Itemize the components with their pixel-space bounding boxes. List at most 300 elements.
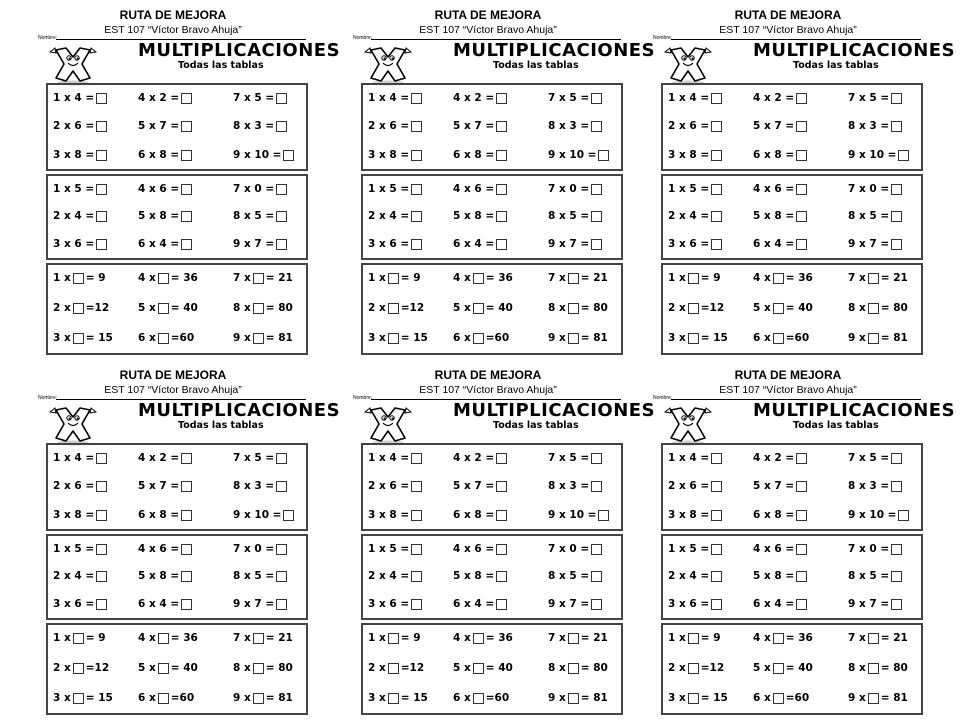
exercise-section-3 bbox=[661, 623, 923, 715]
answer-box[interactable] bbox=[473, 633, 484, 644]
equation-left: 7 x 0 = bbox=[233, 543, 275, 555]
equation-left: 8 x bbox=[548, 662, 566, 674]
answer-box[interactable] bbox=[253, 663, 264, 674]
equation bbox=[138, 182, 194, 196]
answer-box[interactable] bbox=[411, 544, 422, 555]
answer-box[interactable] bbox=[96, 510, 107, 521]
equation bbox=[753, 182, 809, 196]
equation bbox=[53, 209, 109, 223]
equation bbox=[848, 182, 904, 196]
answer-box[interactable] bbox=[568, 663, 579, 674]
answer-box[interactable] bbox=[253, 693, 264, 704]
equation bbox=[368, 569, 424, 583]
answer-box[interactable] bbox=[796, 211, 807, 222]
equation bbox=[368, 301, 424, 315]
answer-box[interactable] bbox=[711, 93, 722, 104]
header-title: RUTA DE MEJORA bbox=[119, 8, 227, 22]
answer-box[interactable] bbox=[891, 544, 902, 555]
answer-box[interactable] bbox=[796, 599, 807, 610]
answer-box[interactable] bbox=[181, 544, 192, 555]
answer-box[interactable] bbox=[891, 453, 902, 464]
equation-left: 2 x 4 = bbox=[53, 570, 95, 582]
answer-box[interactable] bbox=[868, 633, 879, 644]
answer-box[interactable] bbox=[773, 693, 784, 704]
answer-box[interactable] bbox=[181, 93, 192, 104]
answer-box[interactable] bbox=[773, 333, 784, 344]
answer-box[interactable] bbox=[253, 303, 264, 314]
equation bbox=[368, 479, 424, 493]
answer-box[interactable] bbox=[898, 510, 909, 521]
answer-box[interactable] bbox=[276, 481, 287, 492]
equation-left: 1 x bbox=[53, 632, 71, 644]
answer-box[interactable] bbox=[688, 273, 699, 284]
answer-box[interactable] bbox=[868, 273, 879, 284]
equation bbox=[668, 271, 721, 285]
answer-box[interactable] bbox=[891, 211, 902, 222]
answer-box[interactable] bbox=[96, 453, 107, 464]
equation bbox=[753, 479, 809, 493]
answer-box[interactable] bbox=[73, 333, 84, 344]
answer-box[interactable] bbox=[891, 599, 902, 610]
equation-left: 3 x bbox=[368, 692, 386, 704]
equation-right: = 15 bbox=[400, 332, 428, 344]
equation bbox=[548, 691, 608, 705]
equation bbox=[53, 691, 113, 705]
answer-box[interactable] bbox=[796, 510, 807, 521]
answer-box[interactable] bbox=[711, 510, 722, 521]
equation-left: 9 x 10 = bbox=[548, 509, 597, 521]
equation bbox=[138, 331, 194, 345]
equation bbox=[848, 569, 904, 583]
answer-box[interactable] bbox=[591, 239, 602, 250]
equation-left: 2 x bbox=[368, 662, 386, 674]
equation-left: 2 x 4 = bbox=[668, 570, 710, 582]
answer-box[interactable] bbox=[496, 93, 507, 104]
answer-box[interactable] bbox=[96, 93, 107, 104]
equation-right: = 15 bbox=[700, 332, 728, 344]
exercise-section-2 bbox=[361, 534, 623, 620]
answer-box[interactable] bbox=[688, 303, 699, 314]
answer-box[interactable] bbox=[496, 211, 507, 222]
answer-box[interactable] bbox=[796, 150, 807, 161]
exercise-section-2 bbox=[661, 534, 923, 620]
answer-box[interactable] bbox=[411, 599, 422, 610]
answer-box[interactable] bbox=[591, 481, 602, 492]
answer-box[interactable] bbox=[796, 571, 807, 582]
worksheet-title: MULTIPLICACIONES bbox=[453, 40, 656, 61]
answer-box[interactable] bbox=[568, 273, 579, 284]
equation bbox=[753, 271, 813, 285]
answer-box[interactable] bbox=[591, 184, 602, 195]
equation-left: 6 x 8 = bbox=[138, 149, 180, 161]
equation-left: 2 x bbox=[668, 302, 686, 314]
answer-box[interactable] bbox=[473, 303, 484, 314]
answer-box[interactable] bbox=[473, 273, 484, 284]
equation bbox=[138, 569, 194, 583]
equation-left: 1 x 5 = bbox=[368, 183, 410, 195]
answer-box[interactable] bbox=[868, 303, 879, 314]
answer-box[interactable] bbox=[796, 544, 807, 555]
equation-left: 2 x 4 = bbox=[368, 210, 410, 222]
answer-box[interactable] bbox=[773, 663, 784, 674]
equation bbox=[233, 508, 296, 522]
answer-box[interactable] bbox=[181, 239, 192, 250]
answer-box[interactable] bbox=[388, 273, 399, 284]
answer-box[interactable] bbox=[388, 663, 399, 674]
answer-box[interactable] bbox=[411, 121, 422, 132]
equation bbox=[848, 479, 904, 493]
equation bbox=[548, 237, 604, 251]
answer-box[interactable] bbox=[276, 211, 287, 222]
answer-box[interactable] bbox=[773, 633, 784, 644]
answer-box[interactable] bbox=[73, 693, 84, 704]
equation-left: 9 x 7 = bbox=[548, 598, 590, 610]
answer-box[interactable] bbox=[796, 453, 807, 464]
answer-box[interactable] bbox=[796, 239, 807, 250]
answer-box[interactable] bbox=[276, 599, 287, 610]
answer-box[interactable] bbox=[591, 453, 602, 464]
answer-box[interactable] bbox=[796, 93, 807, 104]
equation bbox=[548, 631, 608, 645]
answer-box[interactable] bbox=[96, 481, 107, 492]
answer-box[interactable] bbox=[473, 663, 484, 674]
equation bbox=[368, 148, 424, 162]
header-title: RUTA DE MEJORA bbox=[734, 368, 842, 382]
equation-left: 9 x 10 = bbox=[233, 149, 282, 161]
equation-right: = 21 bbox=[880, 272, 908, 284]
answer-box[interactable] bbox=[283, 150, 294, 161]
equation-left: 9 x 7 = bbox=[548, 238, 590, 250]
equation bbox=[233, 119, 289, 133]
answer-box[interactable] bbox=[591, 211, 602, 222]
equation-left: 3 x 6 = bbox=[53, 598, 95, 610]
answer-box[interactable] bbox=[598, 510, 609, 521]
answer-box[interactable] bbox=[96, 184, 107, 195]
answer-box[interactable] bbox=[411, 510, 422, 521]
answer-box[interactable] bbox=[496, 481, 507, 492]
answer-box[interactable] bbox=[891, 481, 902, 492]
equation-right: = 81 bbox=[265, 692, 293, 704]
equation-left: 1 x 4 = bbox=[53, 92, 95, 104]
answer-box[interactable] bbox=[496, 599, 507, 610]
exercise-section-3 bbox=[361, 623, 623, 715]
answer-box[interactable] bbox=[891, 93, 902, 104]
answer-box[interactable] bbox=[276, 239, 287, 250]
answer-box[interactable] bbox=[591, 599, 602, 610]
equation-left: 2 x bbox=[53, 662, 71, 674]
answer-box[interactable] bbox=[496, 510, 507, 521]
answer-box[interactable] bbox=[868, 693, 879, 704]
equation bbox=[453, 542, 509, 556]
answer-box[interactable] bbox=[96, 239, 107, 250]
answer-box[interactable] bbox=[496, 184, 507, 195]
equation-left: 8 x bbox=[848, 302, 866, 314]
answer-box[interactable] bbox=[253, 273, 264, 284]
equation-left: 6 x 4 = bbox=[753, 598, 795, 610]
answer-box[interactable] bbox=[96, 121, 107, 132]
equation-left: 4 x 6 = bbox=[753, 543, 795, 555]
answer-box[interactable] bbox=[73, 663, 84, 674]
equation-right: = 21 bbox=[265, 272, 293, 284]
answer-box[interactable] bbox=[253, 633, 264, 644]
worksheet-title: MULTIPLICACIONES bbox=[753, 40, 956, 61]
equation bbox=[233, 569, 289, 583]
equation bbox=[453, 182, 509, 196]
answer-box[interactable] bbox=[496, 150, 507, 161]
equation-left: 5 x 8 = bbox=[453, 570, 495, 582]
exercise-section-1 bbox=[46, 83, 308, 171]
equation bbox=[53, 271, 106, 285]
answer-box[interactable] bbox=[898, 150, 909, 161]
answer-box[interactable] bbox=[411, 93, 422, 104]
answer-box[interactable] bbox=[496, 121, 507, 132]
equation-left: 3 x 8 = bbox=[53, 149, 95, 161]
equation-left: 6 x 8 = bbox=[453, 509, 495, 521]
answer-box[interactable] bbox=[591, 571, 602, 582]
answer-box[interactable] bbox=[496, 453, 507, 464]
answer-box[interactable] bbox=[276, 571, 287, 582]
equation bbox=[668, 451, 724, 465]
equation bbox=[753, 148, 809, 162]
equation-left: 5 x bbox=[453, 302, 471, 314]
answer-box[interactable] bbox=[891, 239, 902, 250]
equation bbox=[453, 661, 513, 675]
answer-box[interactable] bbox=[158, 333, 169, 344]
answer-box[interactable] bbox=[591, 93, 602, 104]
answer-box[interactable] bbox=[591, 121, 602, 132]
equation bbox=[453, 331, 509, 345]
answer-box[interactable] bbox=[891, 121, 902, 132]
equation-left: 8 x bbox=[548, 302, 566, 314]
mascot-multiplication-sign-icon bbox=[661, 44, 715, 86]
answer-box[interactable] bbox=[411, 184, 422, 195]
equation-left: 8 x 3 = bbox=[848, 480, 890, 492]
answer-box[interactable] bbox=[796, 184, 807, 195]
answer-box[interactable] bbox=[96, 544, 107, 555]
answer-box[interactable] bbox=[181, 150, 192, 161]
equation-left: 6 x bbox=[753, 692, 771, 704]
equation-left: 7 x 0 = bbox=[848, 543, 890, 555]
equation-right: = 15 bbox=[400, 692, 428, 704]
answer-box[interactable] bbox=[158, 693, 169, 704]
answer-box[interactable] bbox=[411, 481, 422, 492]
answer-box[interactable] bbox=[73, 303, 84, 314]
header-title: RUTA DE MEJORA bbox=[119, 368, 227, 382]
equation-left: 4 x 6 = bbox=[453, 543, 495, 555]
answer-box[interactable] bbox=[181, 211, 192, 222]
header-subtitle: EST 107 “Víctor Bravo Ahuja” bbox=[104, 24, 242, 36]
equation-left: 8 x 5 = bbox=[233, 210, 275, 222]
answer-box[interactable] bbox=[711, 150, 722, 161]
exercise-section-2 bbox=[46, 534, 308, 620]
equation bbox=[453, 301, 513, 315]
equation bbox=[453, 479, 509, 493]
mascot-multiplication-sign-icon bbox=[361, 44, 415, 86]
answer-box[interactable] bbox=[473, 333, 484, 344]
answer-box[interactable] bbox=[181, 481, 192, 492]
answer-box[interactable] bbox=[568, 693, 579, 704]
answer-box[interactable] bbox=[688, 633, 699, 644]
answer-box[interactable] bbox=[158, 303, 169, 314]
equation-left: 8 x 5 = bbox=[233, 570, 275, 582]
answer-box[interactable] bbox=[411, 211, 422, 222]
answer-box[interactable] bbox=[496, 571, 507, 582]
answer-box[interactable] bbox=[181, 121, 192, 132]
answer-box[interactable] bbox=[773, 303, 784, 314]
equation-right: = 80 bbox=[880, 302, 908, 314]
equation-left: 7 x 0 = bbox=[548, 543, 590, 555]
answer-box[interactable] bbox=[388, 693, 399, 704]
answer-box[interactable] bbox=[711, 481, 722, 492]
equation bbox=[848, 631, 908, 645]
equation-left: 8 x 5 = bbox=[848, 210, 890, 222]
worksheet-copy-5 bbox=[353, 360, 656, 715]
answer-box[interactable] bbox=[181, 184, 192, 195]
answer-box[interactable] bbox=[276, 453, 287, 464]
answer-box[interactable] bbox=[688, 663, 699, 674]
equation bbox=[138, 631, 198, 645]
equation-left: 2 x 6 = bbox=[668, 480, 710, 492]
equation bbox=[453, 119, 509, 133]
equation-left: 4 x bbox=[753, 272, 771, 284]
equation bbox=[368, 182, 424, 196]
equation-left: 3 x 6 = bbox=[368, 598, 410, 610]
answer-box[interactable] bbox=[711, 571, 722, 582]
answer-box[interactable] bbox=[496, 544, 507, 555]
exercise-section-2 bbox=[46, 174, 308, 260]
equation-left: 2 x 6 = bbox=[368, 480, 410, 492]
answer-box[interactable] bbox=[688, 693, 699, 704]
equation-left: 7 x bbox=[548, 272, 566, 284]
equation bbox=[368, 691, 428, 705]
answer-box[interactable] bbox=[796, 121, 807, 132]
answer-box[interactable] bbox=[568, 303, 579, 314]
equation bbox=[548, 597, 604, 611]
answer-box[interactable] bbox=[891, 184, 902, 195]
answer-box[interactable] bbox=[711, 544, 722, 555]
equation bbox=[548, 661, 608, 675]
equation-left: 8 x 5 = bbox=[548, 210, 590, 222]
answer-box[interactable] bbox=[796, 481, 807, 492]
equation bbox=[548, 569, 604, 583]
equation-left: 3 x 8 = bbox=[668, 149, 710, 161]
equation-right: = 40 bbox=[170, 662, 198, 674]
equation-left: 5 x 8 = bbox=[138, 570, 180, 582]
equation-right: = 81 bbox=[580, 692, 608, 704]
answer-box[interactable] bbox=[73, 273, 84, 284]
equation-left: 6 x 4 = bbox=[138, 598, 180, 610]
answer-box[interactable] bbox=[73, 633, 84, 644]
equation bbox=[138, 237, 194, 251]
answer-box[interactable] bbox=[868, 663, 879, 674]
mascot-multiplication-sign-icon bbox=[661, 404, 715, 446]
answer-box[interactable] bbox=[411, 571, 422, 582]
answer-box[interactable] bbox=[711, 453, 722, 464]
equation-left: 4 x 6 = bbox=[453, 183, 495, 195]
equation bbox=[753, 331, 809, 345]
answer-box[interactable] bbox=[473, 693, 484, 704]
answer-box[interactable] bbox=[568, 633, 579, 644]
equation-left: 4 x 2 = bbox=[453, 452, 495, 464]
equation bbox=[848, 508, 911, 522]
equation-left: 8 x 3 = bbox=[233, 480, 275, 492]
answer-box[interactable] bbox=[773, 273, 784, 284]
equation-left: 4 x bbox=[138, 632, 156, 644]
equation-left: 8 x 3 = bbox=[848, 120, 890, 132]
answer-box[interactable] bbox=[181, 571, 192, 582]
answer-box[interactable] bbox=[181, 599, 192, 610]
answer-box[interactable] bbox=[711, 239, 722, 250]
answer-box[interactable] bbox=[496, 239, 507, 250]
equation bbox=[368, 271, 421, 285]
answer-box[interactable] bbox=[158, 273, 169, 284]
answer-box[interactable] bbox=[388, 303, 399, 314]
header-subtitle: EST 107 “Víctor Bravo Ahuja” bbox=[104, 384, 242, 396]
answer-box[interactable] bbox=[96, 571, 107, 582]
equation-left: 2 x bbox=[368, 302, 386, 314]
answer-box[interactable] bbox=[96, 150, 107, 161]
answer-box[interactable] bbox=[891, 571, 902, 582]
answer-box[interactable] bbox=[711, 121, 722, 132]
equation bbox=[368, 661, 424, 675]
answer-box[interactable] bbox=[598, 150, 609, 161]
name-label: Nombre: bbox=[38, 35, 58, 41]
answer-box[interactable] bbox=[868, 333, 879, 344]
equation-left: 7 x 5 = bbox=[233, 92, 275, 104]
equation-left: 1 x 4 = bbox=[368, 452, 410, 464]
answer-box[interactable] bbox=[96, 599, 107, 610]
answer-box[interactable] bbox=[411, 150, 422, 161]
answer-box[interactable] bbox=[388, 633, 399, 644]
equation bbox=[753, 451, 809, 465]
answer-box[interactable] bbox=[568, 333, 579, 344]
answer-box[interactable] bbox=[181, 510, 192, 521]
answer-box[interactable] bbox=[96, 211, 107, 222]
answer-box[interactable] bbox=[283, 510, 294, 521]
answer-box[interactable] bbox=[591, 544, 602, 555]
answer-box[interactable] bbox=[276, 93, 287, 104]
answer-box[interactable] bbox=[411, 239, 422, 250]
answer-box[interactable] bbox=[411, 453, 422, 464]
equation-left: 8 x 3 = bbox=[548, 480, 590, 492]
answer-box[interactable] bbox=[388, 333, 399, 344]
answer-box[interactable] bbox=[276, 544, 287, 555]
equation-right: = 21 bbox=[880, 632, 908, 644]
answer-box[interactable] bbox=[181, 453, 192, 464]
equation-left: 5 x 8 = bbox=[753, 570, 795, 582]
answer-box[interactable] bbox=[688, 333, 699, 344]
answer-box[interactable] bbox=[711, 599, 722, 610]
worksheet-copy-4 bbox=[38, 360, 341, 715]
equation bbox=[368, 91, 424, 105]
answer-box[interactable] bbox=[158, 633, 169, 644]
equation bbox=[138, 148, 194, 162]
answer-box[interactable] bbox=[253, 333, 264, 344]
equation bbox=[453, 597, 509, 611]
answer-box[interactable] bbox=[276, 184, 287, 195]
answer-box[interactable] bbox=[711, 184, 722, 195]
answer-box[interactable] bbox=[276, 121, 287, 132]
equation bbox=[233, 479, 289, 493]
answer-box[interactable] bbox=[158, 663, 169, 674]
equation bbox=[53, 597, 109, 611]
answer-box[interactable] bbox=[711, 211, 722, 222]
equation-right: = 9 bbox=[400, 272, 421, 284]
equation-left: 2 x bbox=[53, 302, 71, 314]
equation-right: = 9 bbox=[85, 632, 106, 644]
equation bbox=[233, 271, 293, 285]
equation-left: 5 x bbox=[138, 662, 156, 674]
